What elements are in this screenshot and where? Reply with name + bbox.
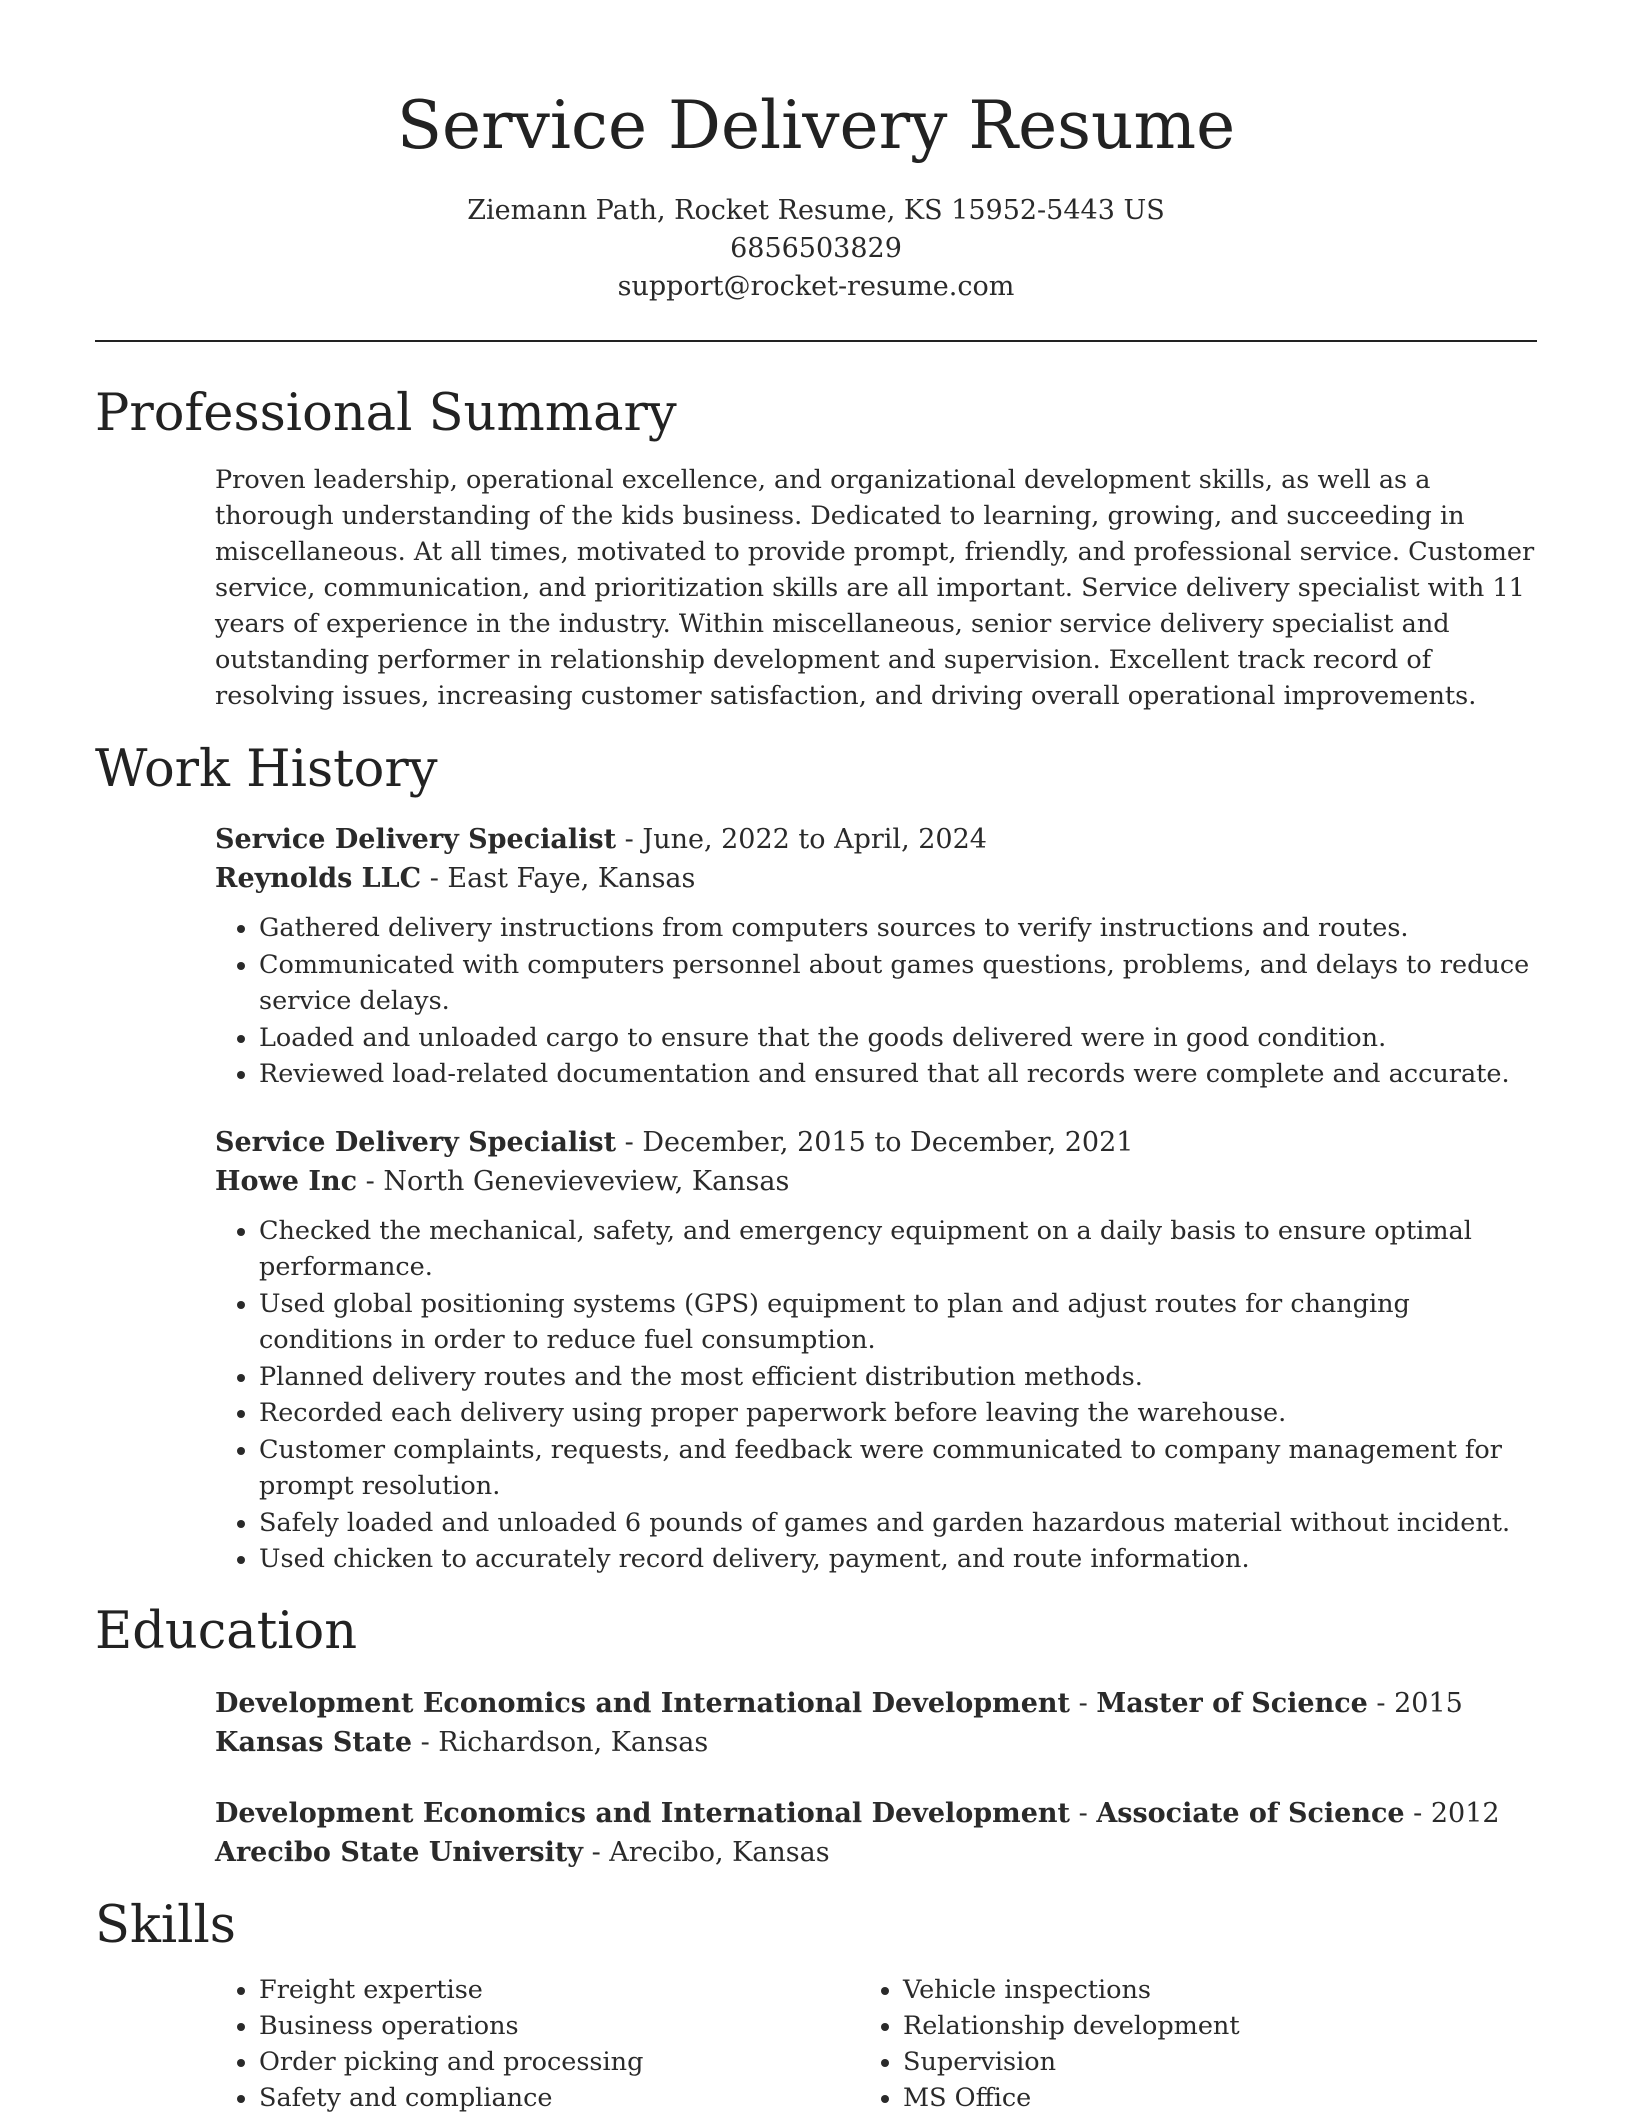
education-location: - Arecibo, Kansas [583,1836,830,1868]
job-location: - North Genevieveview, Kansas [357,1165,790,1197]
job-title-line [215,820,1537,859]
skill-item: • Safety and compliance [259,2080,859,2116]
education-heading: Education [95,1601,358,1661]
contact-info [0,192,1632,306]
education-entry [215,1794,1537,1872]
skill-item: • Order picking and processing [259,2044,859,2080]
job-bullet: • Safely loaded and unloaded 6 pounds of games and garden hazardous material without incident. [259,1505,1537,1542]
job-bullet: • Gathered delivery instructions from computers sources to verify instructions and routes. [259,910,1537,947]
education-degree: Associate of Science [1096,1797,1405,1829]
job-bullet: • Planned delivery routes and the most efficient distribution methods. [259,1359,1537,1396]
skills-column-left [215,1972,859,2116]
education-location: - Richardson, Kansas [412,1726,709,1758]
education-degree-line: Development Economics and International Development - Master of Science - 2015 [215,1687,1463,1719]
job-bullet: • Checked the mechanical, safety, and emergency equipment on a daily basis to ensure optimal performance. [259,1213,1537,1286]
education-degree-line: Development Economics and International Development - Associate of Science - 2012 [215,1797,1500,1829]
skill-item: • Supervision [903,2044,1240,2080]
email: support@rocket-resume.com [617,271,1015,302]
job-title-line [215,1123,1537,1162]
job-company-line [215,859,1537,898]
education-entry [215,1684,1537,1762]
education-school-line [215,1723,1537,1762]
job-bullet: • Reviewed load-related documentation and ensured that all records were complete and accurate. [259,1056,1537,1093]
job-company: Reynolds LLC [215,863,422,894]
education-year: - 2012 [1404,1797,1500,1829]
resume-header [0,0,1632,306]
header-divider [95,340,1537,342]
skill-item: • Business operations [259,2008,859,2044]
skills-column-right [859,1972,1240,2116]
job-entry [215,1123,1537,1578]
job-dates: - June, 2022 to April, 2024 [616,824,987,855]
education-field: Development Economics and International Development [215,1797,1071,1829]
skills-list [215,1972,1537,2116]
job-entry [215,820,1537,1093]
education-year: - 2015 [1367,1687,1463,1719]
job-location: - East Faye, Kansas [421,863,696,894]
summary-heading: Professional Summary [95,384,677,443]
job-bullets [215,1213,1537,1578]
skill-item: • Vehicle inspections [903,1972,1240,2008]
job-bullets [215,910,1537,1093]
education-school-line [215,1833,1537,1872]
work-history-heading: Work History [95,740,438,799]
job-company-line [215,1162,1537,1201]
job-dates: - December, 2015 to December, 2021 [616,1126,1134,1158]
job-bullet: • Used chicken to accurately record delivery, payment, and route information. [259,1541,1537,1578]
education-degree: Master of Science [1096,1687,1368,1719]
address: Ziemann Path, Rocket Resume, KS 15952-5443 US [467,195,1165,226]
summary-text: Proven leadership, operational excellence, and organizational development skills, as well as a thorough understanding of the kids business. Dedicated to learning, growing, and succeeding in miscellaneous. At all times, motivated to provide prompt, friendly, and professional service. Customer service, communication, and prioritization skills are all important. Service delivery specialist with 11 years of experience in the industry. Within miscellaneous, senior service delivery specialist and outstanding performer in relationship development and supervision. Excellent track record of resolving issues, increasing customer satisfaction, and driving overall operational improvements. [215,465,1535,711]
job-bullet: • Loaded and unloaded cargo to ensure that the goods delivered were in good condition. [259,1020,1537,1057]
job-company: Howe Inc [215,1165,358,1197]
job-bullet: • Recorded each delivery using proper paperwork before leaving the warehouse. [259,1395,1537,1432]
skill-item: • Freight expertise [259,1972,859,2008]
skill-item: • MS Office [903,2080,1240,2116]
job-bullet: • Customer complaints, requests, and feedback were communicated to company management for prompt resolution. [259,1432,1537,1505]
education-school: Kansas State [215,1726,413,1758]
phone: 6856503829 [730,233,902,264]
job-bullet: • Communicated with computers personnel about games questions, problems, and delays to reduce service delays. [259,947,1537,1020]
job-role: Service Delivery Specialist [215,1126,617,1158]
education-school: Arecibo State University [215,1836,583,1868]
skills-heading: Skills [95,1895,236,1955]
skill-item: • Relationship development [903,2008,1240,2044]
job-bullet: • Used global positioning systems (GPS) equipment to plan and adjust routes for changing conditions in order to reduce fuel consumption. [259,1286,1537,1359]
education-field: Development Economics and International Development [215,1687,1071,1719]
job-role: Service Delivery Specialist [215,824,617,855]
resume-title: Service Delivery Resume [396,87,1236,164]
